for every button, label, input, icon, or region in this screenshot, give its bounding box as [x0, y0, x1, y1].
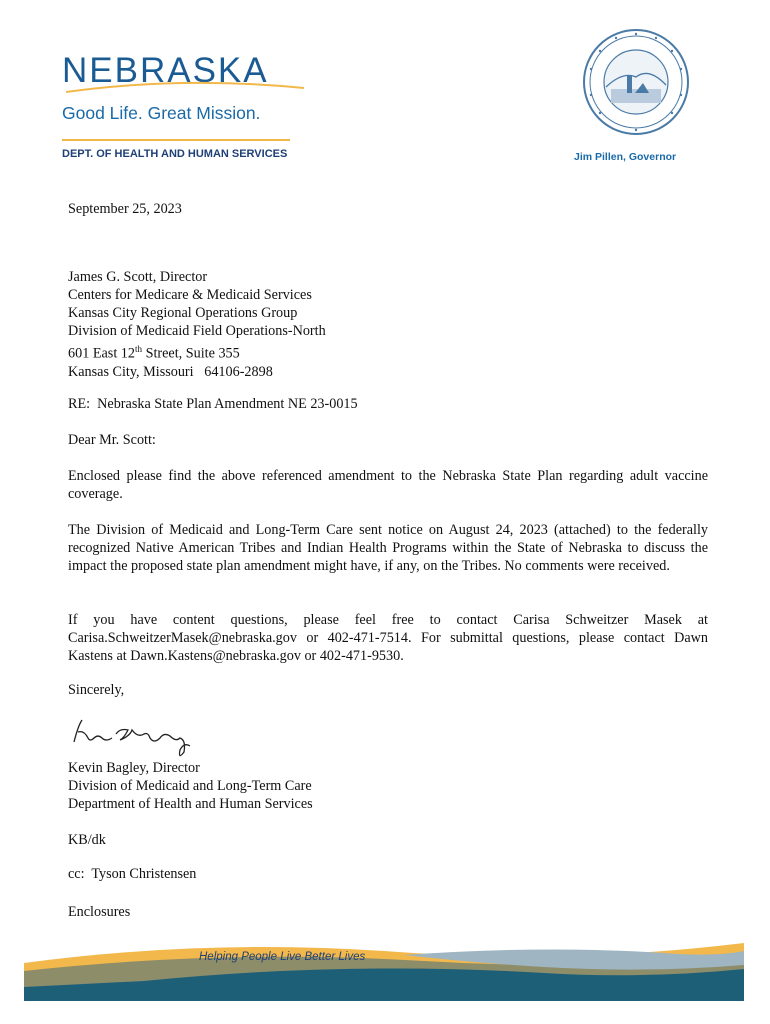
paragraph: The Division of Medicaid and Long-Term Care sent notice on August 24, 2023 (attached) to the federally recognized Native American Tribes and Indian Health Programs within the State of Nebraska to discuss the impact the proposed state plan amendment might have, if any, on the Tribes. No comments were received.	[68, 522, 708, 574]
logo-title: NEBRASKA	[62, 51, 269, 90]
paragraph: If you have content questions, please feel free to contact Carisa Schweitzer Masek at Carisa.SchweitzerMasek@nebraska.gov or 402-471-7514. For submittal questions, please contact Dawn Kastens at Dawn.Kastens@nebraska.gov or 402-471-9530.	[68, 612, 708, 664]
subject-line: RE: Nebraska State Plan Amendment NE 23-0015	[68, 396, 358, 412]
enclosures: Enclosures	[68, 904, 131, 920]
street-ordinal: th	[135, 344, 143, 354]
city-line: Kansas City, Missouri 64106-2898	[68, 363, 273, 380]
cc-line: cc: Tyson Christensen	[68, 866, 197, 882]
signer-line: Division of Medicaid and Long-Term Care	[68, 778, 312, 794]
footer-slogan: Helping People Live Better Lives	[199, 951, 366, 963]
street-number: 601 East 12	[68, 345, 135, 362]
state-seal-icon	[583, 27, 689, 144]
signer-line: Kevin Bagley, Director	[68, 760, 200, 776]
department-name: DEPT. OF HEALTH AND HUMAN SERVICES	[62, 148, 288, 160]
street-rest: Street, Suite 355	[142, 345, 240, 362]
signer-line: Department of Health and Human Services	[68, 796, 313, 812]
salutation: Dear Mr. Scott:	[68, 432, 156, 448]
recipient-line: James G. Scott, Director	[68, 269, 208, 285]
logo-divider	[62, 139, 290, 141]
footer-wave-icon	[24, 935, 744, 1001]
recipient-line: Kansas City Regional Operations Group	[68, 305, 298, 321]
governor-name: Jim Pillen, Governor	[574, 151, 677, 163]
dhhs-logo	[62, 51, 312, 160]
logo-tagline: Good Life. Great Mission.	[62, 103, 261, 123]
letter-date: September 25, 2023	[68, 201, 182, 217]
closing: Sincerely,	[68, 682, 125, 698]
signer-block	[68, 759, 313, 813]
typist-initials: KB/dk	[68, 832, 106, 848]
logo-swoosh-icon	[62, 74, 307, 104]
recipient-address	[68, 268, 326, 381]
street-line	[68, 340, 326, 363]
signature-icon	[68, 708, 218, 764]
recipient-line: Division of Medicaid Field Operations-North	[68, 323, 326, 339]
recipient-line: Centers for Medicare & Medicaid Services	[68, 287, 312, 303]
paragraph: Enclosed please find the above referenced amendment to the Nebraska State Plan regarding adult vaccine coverage.	[68, 468, 708, 502]
